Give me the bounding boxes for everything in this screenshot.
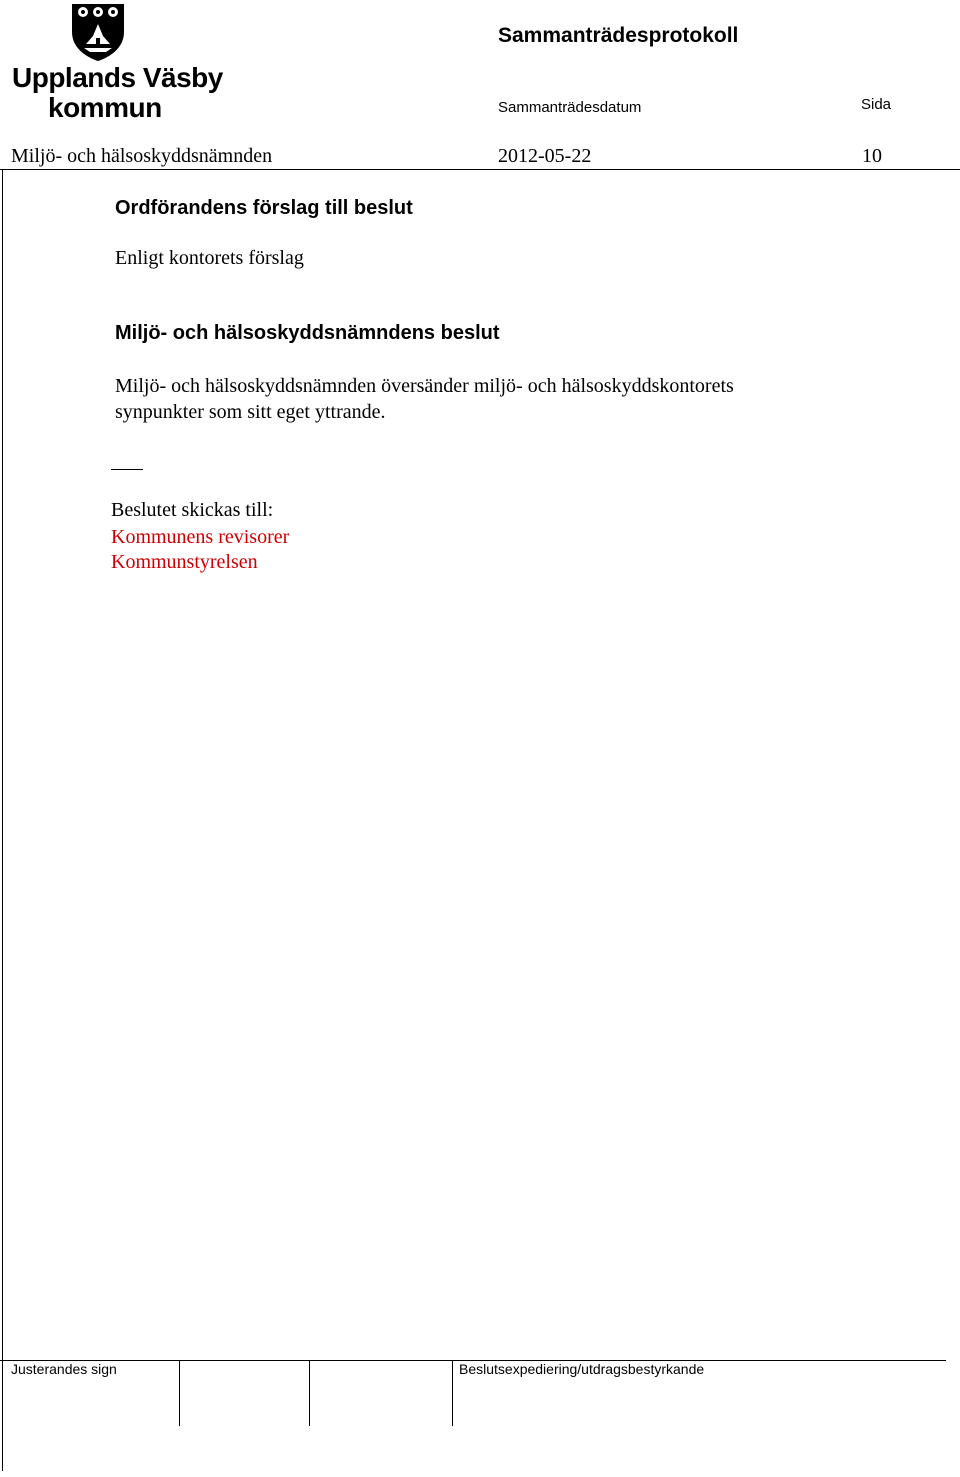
decision-text bbox=[115, 373, 835, 425]
decision-text-line: Miljö- och hälsoskyddsnämnden översänder miljö- och hälsoskyddskontorets bbox=[115, 375, 734, 397]
section-separator bbox=[111, 469, 143, 470]
recipient-item: Kommunstyrelsen bbox=[111, 551, 258, 573]
expedition-label: Beslutsexpediering/utdragsbestyrkande bbox=[459, 1361, 705, 1377]
coat-of-arms-icon bbox=[70, 2, 126, 62]
signature-label: Justerandes sign bbox=[11, 1361, 117, 1377]
logo-text-kommun: kommun bbox=[48, 92, 162, 123]
footer-signature-box-divider bbox=[179, 1360, 180, 1426]
meeting-date: 2012-05-22 bbox=[498, 145, 592, 167]
recipient-list bbox=[111, 525, 289, 575]
page-number: 10 bbox=[862, 145, 882, 167]
footer-signature-box-divider bbox=[309, 1360, 310, 1426]
recipient-item: Kommunens revisorer bbox=[111, 526, 290, 548]
municipality-logo bbox=[8, 2, 223, 123]
left-margin-rule bbox=[2, 169, 3, 1471]
chair-proposal-heading: Ordförandens förslag till beslut bbox=[115, 197, 413, 219]
decision-heading: Miljö- och hälsoskyddsnämndens beslut bbox=[115, 322, 500, 344]
committee-name: Miljö- och hälsoskyddsnämnden bbox=[11, 145, 273, 167]
footer-signature-box-divider bbox=[452, 1360, 453, 1426]
logo-text-upplands-vasby: Upplands Väsby bbox=[12, 62, 223, 93]
document-type-title: Sammanträdesprotokoll bbox=[498, 24, 739, 47]
meeting-date-label: Sammanträdesdatum bbox=[498, 99, 642, 116]
page-label: Sida bbox=[861, 96, 892, 113]
decision-text-line: synpunkter som sitt eget yttrande. bbox=[115, 401, 386, 423]
header-divider bbox=[0, 169, 960, 170]
sent-to-label: Beslutet skickas till: bbox=[111, 499, 274, 521]
chair-proposal-text: Enligt kontorets förslag bbox=[115, 247, 304, 269]
